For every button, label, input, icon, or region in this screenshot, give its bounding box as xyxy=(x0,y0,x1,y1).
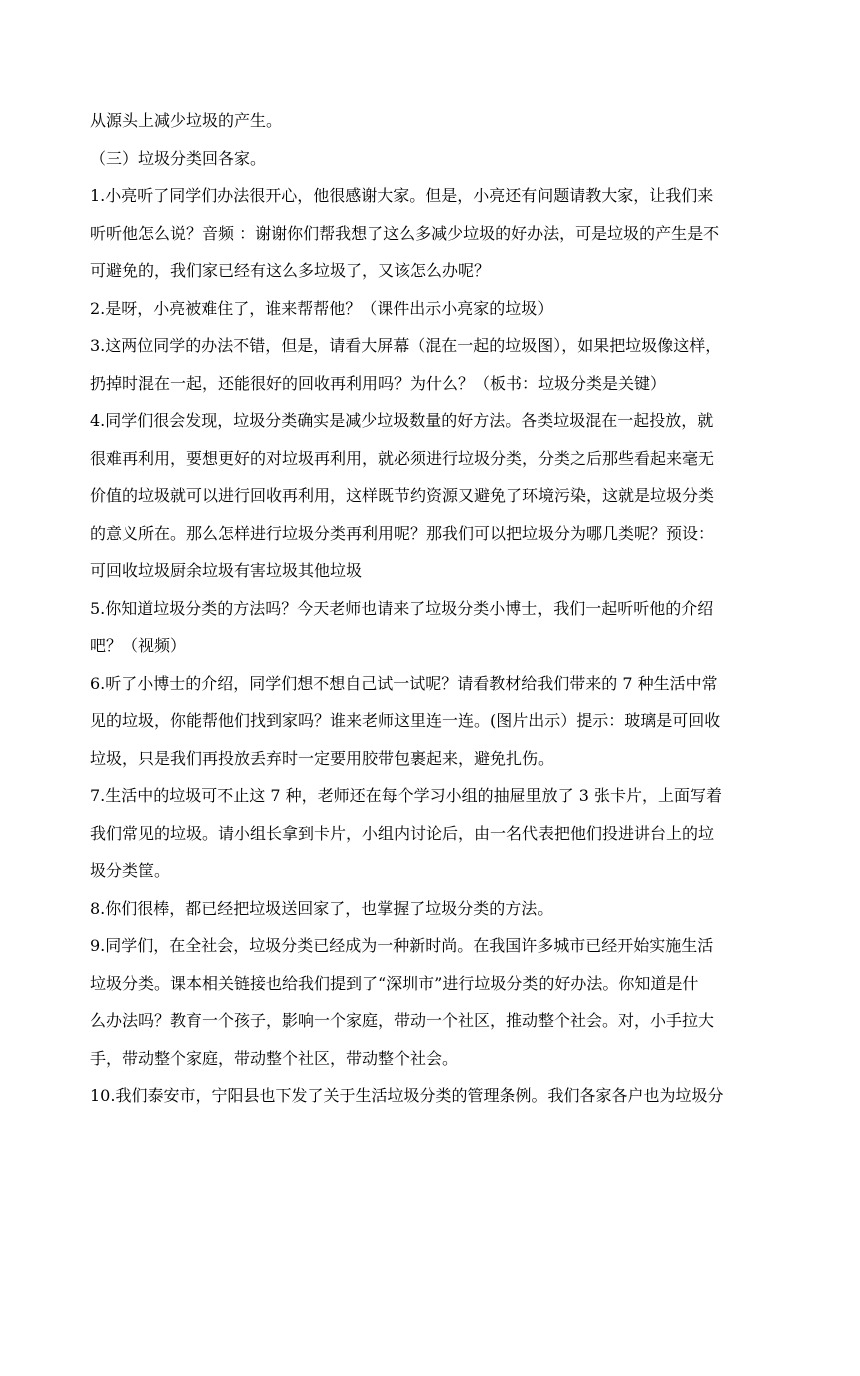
text-line: 见的垃圾，你能帮他们找到家吗？谁来老师这里连一连。(图片出示）提示：玻璃是可回收 xyxy=(90,711,721,730)
text-line: 么办法吗？教育一个孩子，影响一个家庭，带动一个社区，推动整个社会。对，小手拉大 xyxy=(90,1011,715,1030)
text-line: 9.同学们，在全社会，垃圾分类已经成为一种新时尚。在我国许多城市已经开始实施生活 xyxy=(90,936,714,955)
section-heading: （三）垃圾分类回各家。 xyxy=(90,148,267,168)
text-line: 1.小亮听了同学们办法很开心，他很感谢大家。但是，小亮还有问题请教大家，让我们来 xyxy=(90,186,714,205)
text-line: 4.同学们很会发现，垃圾分类确实是减少垃圾数量的好方法。各类垃圾混在一起投放，就 xyxy=(90,411,714,430)
text-line: 垃圾分类。课本相关链接也给我们提到了“深圳市”进行垃圾分类的好办法。你知道是什 xyxy=(90,973,699,993)
text-line: 5.你知道垃圾分类的方法吗？今天老师也请来了垃圾分类小博士，我们一起听听他的介绍 xyxy=(90,598,714,618)
text-line: 我们常见的垃圾。请小组长拿到卡片，小组内讨论后，由一名代表把他们投进讲台上的垃 xyxy=(90,823,715,843)
text-line: 吧？（视频） xyxy=(90,636,187,655)
text-line: 很难再利用，要想更好的对垃圾再利用，就必须进行垃圾分类，分类之后那些看起来毫无 xyxy=(90,448,715,468)
text-line: 可回收垃圾厨余垃圾有害垃圾其他垃圾 xyxy=(90,561,363,580)
text-line: 垃圾，只是我们再投放丢弃时一定要用胶带包裹起来，避免扎伤。 xyxy=(90,748,555,768)
text-line: 扔掉时混在一起，还能很好的回收再利用吗？为什么？（板书：垃圾分类是关键） xyxy=(90,373,667,393)
text-line: 从源头上减少垃圾的产生。 xyxy=(90,111,283,130)
text-line: 的意义所在。那么怎样进行垃圾分类再利用呢？那我们可以把垃圾分为哪几类呢？预设： xyxy=(90,523,715,543)
text-line: 7.生活中的垃圾可不止这 7 种，老师还在每个学习小组的抽屉里放了 3 张卡片，上面写着 xyxy=(90,786,722,805)
text-line: 6.听了小博士的介绍，同学们想不想自己试一试呢？请看教材给我们带来的 7 种生活中常 xyxy=(90,673,718,693)
text-line: 听听他怎么说？音频 ：谢谢你们帮我想了这么多减少垃圾的好办法，可是垃圾的产生是不 xyxy=(90,223,720,243)
text-line: 8.你们很棒，都已经把垃圾送回家了，也掌握了垃圾分类的方法。 xyxy=(90,898,554,918)
text-line: 10.我们泰安市，宁阳县也下发了关于生活垃圾分类的管理条例。我们各家各户也为垃圾分 xyxy=(90,1086,724,1105)
text-line: 3.这两位同学的办法不错，但是，请看大屏幕（混在一起的垃圾图），如果把垃圾像这样， xyxy=(90,336,722,355)
text-line: 2.是呀，小亮被难住了，谁来帮帮他？（课件出示小亮家的垃圾） xyxy=(90,298,554,318)
document-page xyxy=(90,102,770,1115)
text-line: 圾分类筐。 xyxy=(90,861,171,880)
text-line: 手，带动整个家庭，带动整个社区，带动整个社会。 xyxy=(90,1048,459,1068)
text-line: 价值的垃圾就可以进行回收再利用，这样既节约资源又避免了环境污染，这就是垃圾分类 xyxy=(90,486,715,505)
text-line: 可避免的，我们家已经有这么多垃圾了，又该怎么办呢？ xyxy=(90,261,491,280)
